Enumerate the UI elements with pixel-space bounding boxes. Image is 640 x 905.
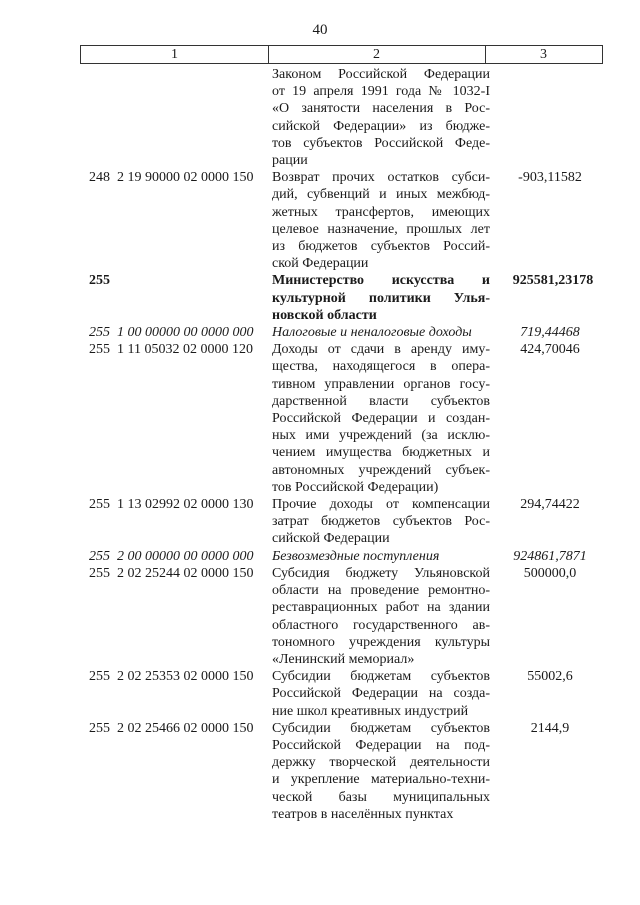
description-line: Субсидии бюджетам субъектов	[272, 669, 490, 685]
table-row	[0, 720, 640, 823]
table-row	[0, 548, 640, 565]
row-description	[272, 324, 490, 341]
row-description	[272, 720, 490, 823]
description-line: Российской Федерации на созда-	[272, 686, 490, 702]
row-amount: 925581,23178	[512, 273, 594, 289]
row-code: 255 2 00 00000 00 0000 000	[89, 548, 254, 564]
description-line: автономных учреждений субъек-	[272, 462, 490, 478]
description-line: театров в населённых пунктах	[272, 806, 454, 822]
row-description	[272, 66, 490, 169]
table-row	[0, 272, 640, 324]
row-code: 255 2 02 25466 02 0000 150	[89, 720, 254, 736]
table-row	[0, 341, 640, 496]
description-line: целевое назначение, прошлых лет	[272, 221, 490, 237]
description-line: ческой базы муниципальных	[272, 789, 490, 805]
row-code: 248 2 19 90000 02 0000 150	[89, 170, 254, 186]
description-line: рации	[272, 153, 308, 169]
row-amount: 924861,7871	[513, 548, 587, 564]
table-row	[0, 324, 640, 341]
row-code: 255 2 02 25353 02 0000 150	[89, 669, 254, 685]
description-line: Законом Российской Федерации	[272, 67, 490, 82]
description-line: культурной политики Улья-	[272, 290, 490, 306]
description-line: Российской Федерации и создан-	[272, 411, 490, 427]
row-description	[272, 565, 490, 668]
description-line: из бюджетов субъектов Россий-	[272, 239, 490, 255]
description-line: дий, субвенций и иных межбюд-	[272, 187, 490, 203]
row-description	[272, 668, 490, 720]
row-amount: 719,44468	[520, 325, 580, 341]
description-line: щества, находящегося в опера-	[272, 359, 490, 375]
table-row	[0, 169, 640, 272]
description-line: областного государственного ав-	[272, 617, 490, 633]
row-description	[272, 272, 490, 324]
row-amount: 424,70046	[520, 342, 580, 358]
row-code: 255 1 13 02992 02 0000 130	[89, 497, 254, 513]
description-line: тивном управлении органов госу-	[272, 376, 490, 392]
row-code: 255 1 00 00000 00 0000 000	[89, 325, 254, 341]
description-line: «О занятости населения в Рос-	[272, 101, 490, 117]
column-header-3: 3	[540, 47, 547, 62]
description-line: сийской Федерации	[272, 531, 390, 547]
description-line: «Ленинский мемориал»	[272, 651, 415, 667]
row-amount: 55002,6	[527, 669, 573, 685]
row-code: 255 1 11 05032 02 0000 120	[89, 342, 253, 358]
row-amount: -903,11582	[518, 170, 582, 186]
description-line: Российской Федерации на под-	[272, 737, 490, 753]
row-code: 255 2 02 25244 02 0000 150	[89, 565, 254, 581]
description-line: и укрепление материально-техни-	[272, 772, 490, 788]
table-row	[0, 66, 640, 169]
row-description	[272, 341, 490, 496]
description-line: Доходы от сдачи в аренду иму-	[272, 342, 490, 358]
description-line: от 19 апреля 1991 года № 1032-I	[272, 84, 490, 100]
row-description	[272, 548, 490, 565]
description-line: сийской Федерации» из бюдже-	[272, 118, 490, 134]
page-number: 40	[312, 22, 328, 38]
description-line: чением имущества бюджетных и	[272, 445, 490, 461]
description-line: Министерство искусства и	[272, 273, 490, 289]
row-description	[272, 169, 490, 272]
description-line: Безвозмездные поступления	[272, 548, 440, 564]
description-line: тов субъектов Российской Феде-	[272, 135, 490, 151]
column-header-1: 1	[81, 46, 269, 63]
description-line: новской области	[272, 307, 377, 323]
table-row	[0, 565, 640, 668]
description-line: Субсидии бюджетам субъектов	[272, 720, 490, 736]
description-line: затрат бюджетов субъектов Рос-	[272, 514, 490, 530]
description-line: Субсидия бюджету Ульяновской	[272, 565, 490, 581]
table-row	[0, 668, 640, 720]
description-line: ных ими учреждений (за исклю-	[272, 428, 490, 444]
description-line: ской Федерации	[272, 256, 369, 272]
description-line: Возврат прочих остатков субси-	[272, 170, 490, 186]
column-header-2: 2	[268, 46, 486, 63]
description-line: ние школ креативных индустрий	[272, 703, 469, 719]
table-header	[80, 45, 603, 64]
row-description	[272, 496, 490, 548]
row-amount: 500000,0	[523, 565, 577, 581]
description-line: жетных трансфертов, имеющих	[272, 204, 490, 220]
description-line: Прочие доходы от компенсации	[272, 497, 490, 513]
table-row	[0, 496, 640, 548]
description-line: дарственной власти субъектов	[272, 393, 490, 409]
description-line: реставрационных работ на здании	[272, 600, 490, 616]
description-line: тов Российской Федерации)	[272, 479, 439, 495]
row-amount: 294,74422	[520, 497, 580, 513]
description-line: тономного учреждения культуры	[272, 634, 490, 650]
row-code: 255	[89, 273, 110, 289]
description-line: Налоговые и неналоговые доходы	[272, 325, 472, 341]
description-line: области на проведение ремонтно-	[272, 583, 490, 599]
row-amount: 2144,9	[530, 720, 570, 736]
table-body	[0, 66, 640, 823]
description-line: держку творческой деятельности	[272, 755, 490, 771]
